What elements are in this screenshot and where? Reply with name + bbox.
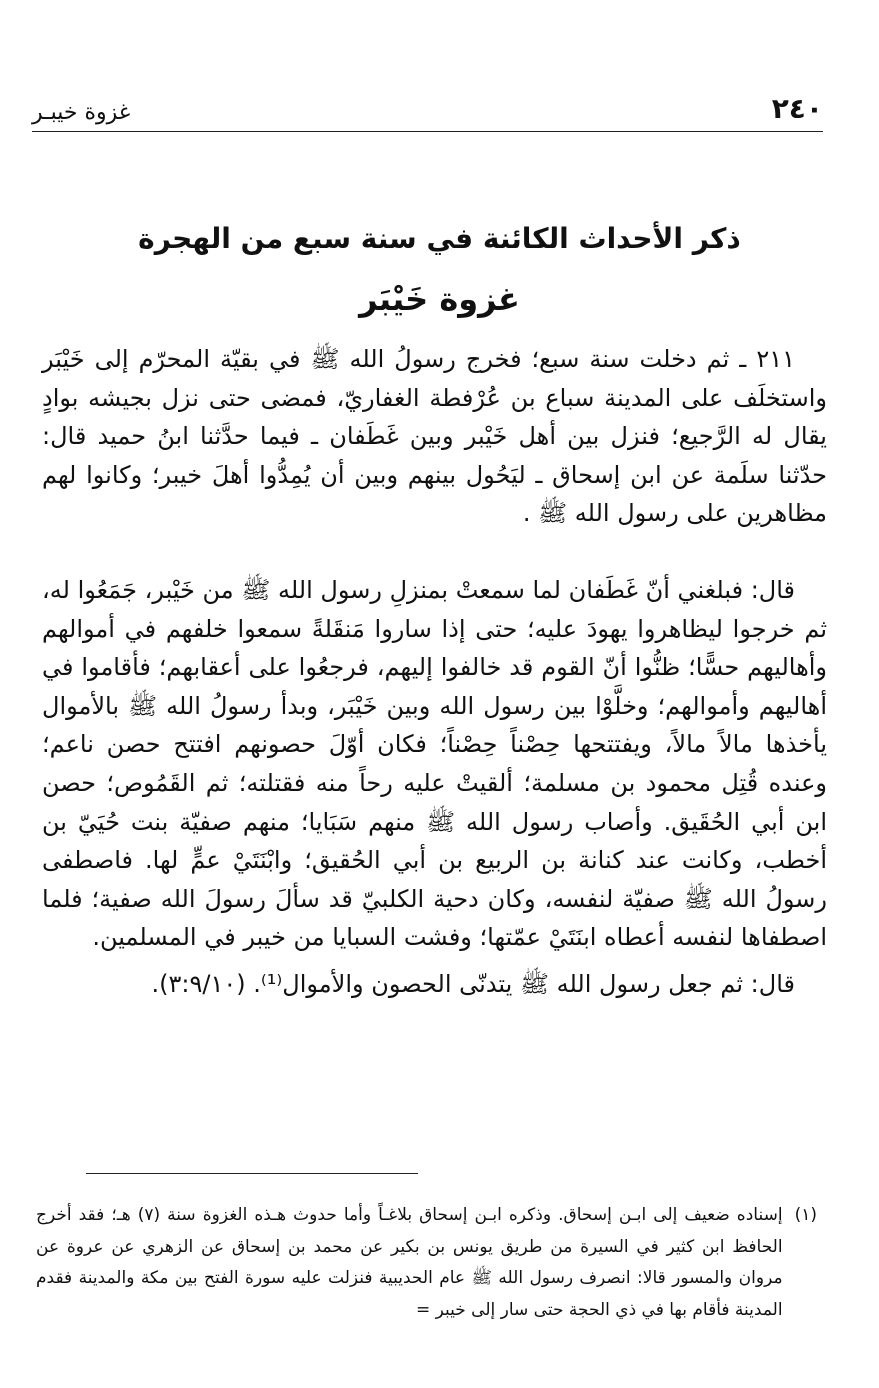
chapter-title: غزوة خَيْبَر bbox=[359, 280, 520, 318]
page-number: ٢٤٠ bbox=[771, 92, 823, 125]
page-header bbox=[32, 88, 823, 132]
footnote-divider bbox=[86, 1173, 418, 1174]
paragraph-ghatafan: قال: فبلغني أنّ غَطَفان لما سمعتْ بمنزلِ رسول الله ﷺ من خَيْبر، جَمَعُوا له، ثم خرجوا ليظاهروا يهودَ عليه؛ حتى إذا ساروا مَنقَلةً سمعوا خلفهم في أموالهم وأهاليهم حسًّا؛ ظنُّوا أنّ القوم قد خالفوا إليهم، فرجعُوا على أعقابهم؛ فأقاموا في أهاليهم وأموالهم؛ وخلَّوْا بين رسول الله وبين خَيْبَر، وبدأ رسولُ الله ﷺ بالأموال يأخذها مالاً مالاً، ويفتتحها حِصْناً حِصْناً؛ فكان أوّلَ حصونهم افتتح حصن ناعم؛ وعنده قُتِل محمود بن مسلمة؛ ألقيتْ عليه رحاً منه فقتلته؛ ثم القَمُوص؛ حصن ابن أبي الحُقَيق. وأصاب رسول الله ﷺ منهم سَبَايا؛ منهم صفيّة بنت حُيَيّ بن أخطب، وكانت عند كنانة بن الربيع بن أبي الحُقيق؛ وابْنَتَيْ عمٍّ لها. فاصطفى رسولُ الله ﷺ صفيّة لنفسه، وكان دحية الكلبيّ قد سألَ رسولَ الله صفية؛ فلما اصطفاها لنفسه أعطاه ابنَتَيْ عمّتها؛ وفشت السبايا من خيبر في المسلمين. bbox=[42, 575, 827, 952]
footnote-marker: (١) bbox=[794, 1205, 817, 1225]
footnote bbox=[36, 1200, 817, 1326]
paragraph-narration: ٢١١ ـ ثم دخلت سنة سبع؛ فخرج رسولُ الله ﷺ في بقيّة المحرّم إلى خَيْبَر واستخلَف على المدينة سباع بن عُرْفطة الغفاريّ، فمضى حتى نزل بجيشه بوادٍ يقال له الرَّجيع؛ فنزل بين أهل خَيْبر وبين غَطَفان ـ فيما حدَّثنا ابنُ حميد قال: حدّثنا سلَمة عن ابن إسحاق ـ ليَحُول بينهم وبين أن يُمِدُّوا أهلَ خيبر؛ وكانوا لهم مظاهرين على رسول الله ﷺ . bbox=[42, 345, 827, 528]
section-heading: ذكر الأحداث الكائنة في سنة سبع من الهجرة bbox=[138, 222, 741, 255]
paragraph-conclusion: قال: ثم جعل رسول الله ﷺ يتدنّى الحصون والأموال⁽¹⁾. (٣:٩/١٠). bbox=[151, 969, 795, 998]
running-title: غزوة خيبـر bbox=[32, 100, 131, 125]
body-text bbox=[42, 340, 827, 1004]
footnote-text: إسناده ضعيف إلى ابـن إسحاق. وذكره ابـن إسحاق بلاغـاً وأما حدوث هـذه الغزوة سنة (٧) هـ؛ فقد أخرج الحافظ ابن كثير في السيرة من طريق يونس بن بكير عن محمد بن إسحاق عن الزهري عن عروة عن مروان والمسور قالا: انصرف رسول الله ﷺ عام الحديبية فنزلت عليه سورة الفتح بين مكة والمدينة فقدم المدينة فأقام بها في ذي الحجة حتى سار إلى خيبر = bbox=[36, 1205, 783, 1320]
